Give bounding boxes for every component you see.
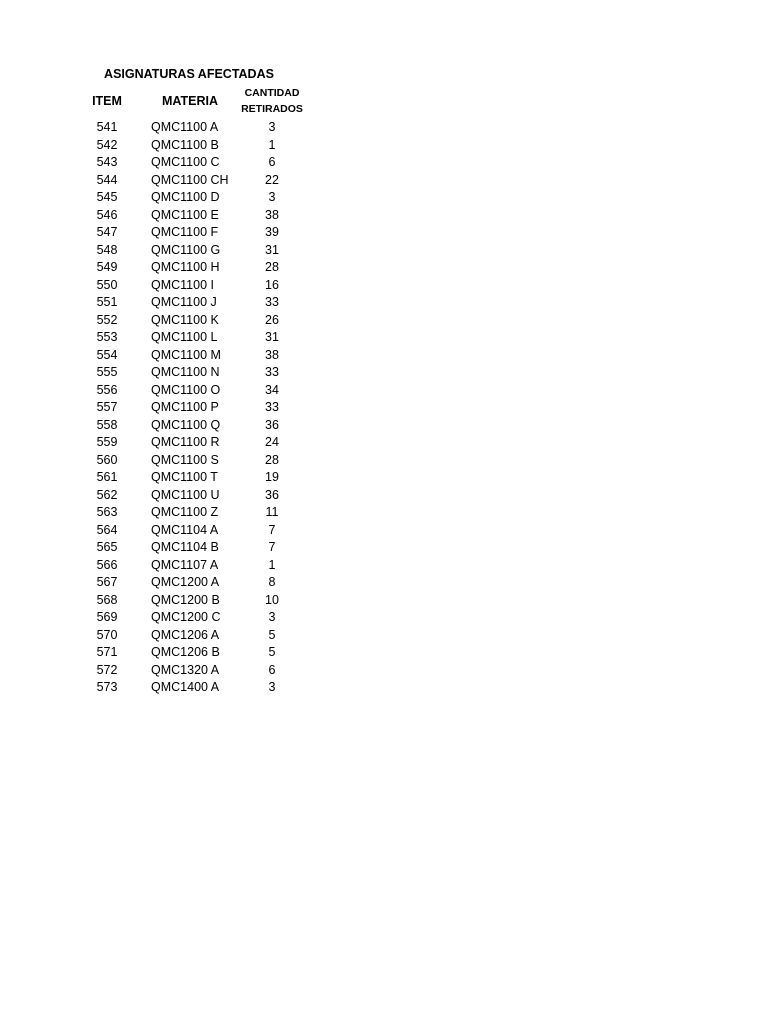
row-cantidad-retirados: 3 [268, 120, 276, 134]
header-item: ITEM [92, 94, 122, 108]
table-row [0, 189, 768, 207]
row-cantidad-retirados: 10 [265, 592, 279, 607]
row-cantidad-retirados: 31 [265, 330, 279, 344]
row-cantidad-retirados: 3 [268, 680, 276, 694]
row-item-number: 567 [96, 575, 118, 589]
table-row [0, 154, 768, 172]
table-row [0, 487, 768, 505]
row-materia: QMC1100 S [151, 452, 219, 467]
table-row [0, 399, 768, 417]
table-row [0, 592, 768, 610]
row-cantidad-retirados: 6 [268, 662, 276, 677]
row-cantidad-retirados: 5 [268, 645, 276, 659]
row-item-number: 559 [96, 435, 118, 449]
table-row [0, 137, 768, 155]
document-title: ASIGNATURAS AFECTADAS [104, 67, 274, 81]
table-row [0, 434, 768, 452]
row-materia: QMC1200 B [151, 592, 220, 607]
row-cantidad-retirados: 39 [265, 225, 279, 239]
table-row [0, 469, 768, 487]
table-body [0, 119, 768, 697]
row-cantidad-retirados: 7 [268, 540, 276, 554]
row-materia: QMC1206 B [151, 645, 220, 659]
row-item-number: 551 [96, 295, 118, 309]
row-cantidad-retirados: 24 [265, 435, 279, 449]
row-item-number: 568 [96, 592, 118, 607]
row-materia: QMC1100 D [151, 190, 220, 204]
table-row [0, 382, 768, 400]
row-item-number: 565 [96, 540, 118, 554]
row-materia: QMC1100 E [151, 207, 219, 222]
row-materia: QMC1107 A [151, 557, 219, 572]
table-row [0, 574, 768, 592]
row-item-number: 566 [96, 557, 118, 572]
row-materia: QMC1100 C [151, 155, 220, 169]
row-item-number: 569 [96, 610, 118, 624]
table-row [0, 452, 768, 470]
table-row [0, 504, 768, 522]
table-row [0, 644, 768, 662]
row-cantidad-retirados: 33 [265, 365, 279, 379]
row-item-number: 564 [96, 522, 118, 537]
row-cantidad-retirados: 7 [268, 522, 276, 537]
header-cantidad-retirados [236, 85, 308, 117]
row-cantidad-retirados: 34 [265, 382, 279, 397]
row-item-number: 563 [96, 505, 118, 519]
table-row [0, 679, 768, 697]
row-item-number: 562 [96, 487, 118, 502]
row-materia: QMC1100 H [151, 260, 220, 274]
table-row [0, 662, 768, 680]
row-cantidad-retirados: 26 [265, 312, 279, 327]
table-row [0, 119, 768, 137]
row-cantidad-retirados: 33 [265, 295, 279, 309]
row-cantidad-retirados: 6 [268, 155, 276, 169]
row-item-number: 558 [96, 417, 118, 432]
row-materia: QMC1100 J [151, 295, 217, 309]
row-materia: QMC1100 R [151, 435, 220, 449]
row-materia: QMC1320 A [151, 662, 220, 677]
row-materia: QMC1100 I [151, 277, 214, 292]
row-item-number: 544 [96, 172, 118, 187]
row-materia: QMC1100 CH [151, 172, 229, 187]
row-cantidad-retirados: 11 [265, 505, 279, 519]
row-cantidad-retirados: 38 [265, 347, 279, 362]
row-materia: QMC1100 K [151, 312, 219, 327]
row-item-number: 552 [96, 312, 118, 327]
row-materia: QMC1100 P [151, 400, 219, 414]
row-materia: QMC1100 B [151, 137, 219, 152]
row-cantidad-retirados: 28 [265, 452, 279, 467]
row-item-number: 548 [96, 242, 118, 257]
row-cantidad-retirados: 1 [268, 137, 276, 152]
table-row [0, 242, 768, 260]
row-item-number: 550 [96, 277, 118, 292]
table-row [0, 347, 768, 365]
row-cantidad-retirados: 31 [265, 242, 279, 257]
table-row [0, 522, 768, 540]
row-cantidad-retirados: 3 [268, 610, 276, 624]
header-cantidad-line1: CANTIDAD [244, 87, 300, 99]
header-materia: MATERIA [161, 94, 218, 108]
row-item-number: 573 [96, 680, 118, 694]
row-cantidad-retirados: 8 [268, 575, 276, 589]
row-item-number: 556 [96, 382, 118, 397]
row-item-number: 554 [96, 347, 118, 362]
row-item-number: 553 [96, 330, 118, 344]
row-cantidad-retirados: 3 [268, 190, 276, 204]
row-cantidad-retirados: 5 [268, 627, 276, 642]
row-materia: QMC1200 C [151, 610, 221, 624]
table-row [0, 417, 768, 435]
row-item-number: 572 [96, 662, 118, 677]
table-row [0, 539, 768, 557]
table-row [0, 294, 768, 312]
row-materia: QMC1100 N [151, 365, 220, 379]
row-item-number: 545 [96, 190, 118, 204]
row-cantidad-retirados: 36 [265, 487, 279, 502]
row-materia: QMC1206 A [151, 627, 220, 642]
table-row [0, 609, 768, 627]
row-cantidad-retirados: 33 [265, 400, 279, 414]
row-materia: QMC1100 U [151, 487, 220, 502]
row-item-number: 549 [96, 260, 118, 274]
row-materia: QMC1100 M [151, 347, 221, 362]
table-row [0, 259, 768, 277]
row-cantidad-retirados: 1 [268, 557, 276, 572]
row-item-number: 570 [96, 627, 118, 642]
row-cantidad-retirados: 38 [265, 207, 279, 222]
row-materia: QMC1100 T [151, 470, 218, 484]
row-materia: QMC1100 O [151, 382, 221, 397]
table-row [0, 312, 768, 330]
table-row [0, 224, 768, 242]
row-item-number: 560 [96, 452, 118, 467]
row-cantidad-retirados: 16 [265, 277, 279, 292]
table-row [0, 172, 768, 190]
row-materia: QMC1100 F [151, 225, 219, 239]
table-row [0, 557, 768, 575]
table-row [0, 207, 768, 225]
row-item-number: 555 [96, 365, 118, 379]
row-cantidad-retirados: 28 [265, 260, 279, 274]
row-item-number: 571 [96, 645, 118, 659]
row-materia: QMC1400 A [151, 680, 220, 694]
row-item-number: 557 [96, 400, 118, 414]
row-cantidad-retirados: 19 [265, 470, 279, 484]
row-item-number: 561 [96, 470, 118, 484]
row-cantidad-retirados: 22 [265, 172, 279, 187]
table-row [0, 627, 768, 645]
row-item-number: 543 [96, 155, 118, 169]
header-cantidad-line2: RETIRADOS [241, 103, 303, 115]
row-materia: QMC1104 B [151, 540, 219, 554]
table-row [0, 329, 768, 347]
row-item-number: 542 [96, 137, 118, 152]
row-materia: QMC1100 G [151, 242, 221, 257]
row-materia: QMC1100 Q [151, 417, 221, 432]
row-item-number: 546 [96, 207, 118, 222]
row-materia: QMC1100 L [151, 330, 218, 344]
row-item-number: 541 [96, 120, 118, 134]
row-materia: QMC1200 A [151, 575, 220, 589]
table-row [0, 364, 768, 382]
table-row [0, 277, 768, 295]
row-materia: QMC1100 A [151, 120, 219, 134]
row-materia: QMC1100 Z [151, 505, 219, 519]
row-materia: QMC1104 A [151, 522, 219, 537]
row-cantidad-retirados: 36 [265, 417, 279, 432]
row-item-number: 547 [96, 225, 118, 239]
